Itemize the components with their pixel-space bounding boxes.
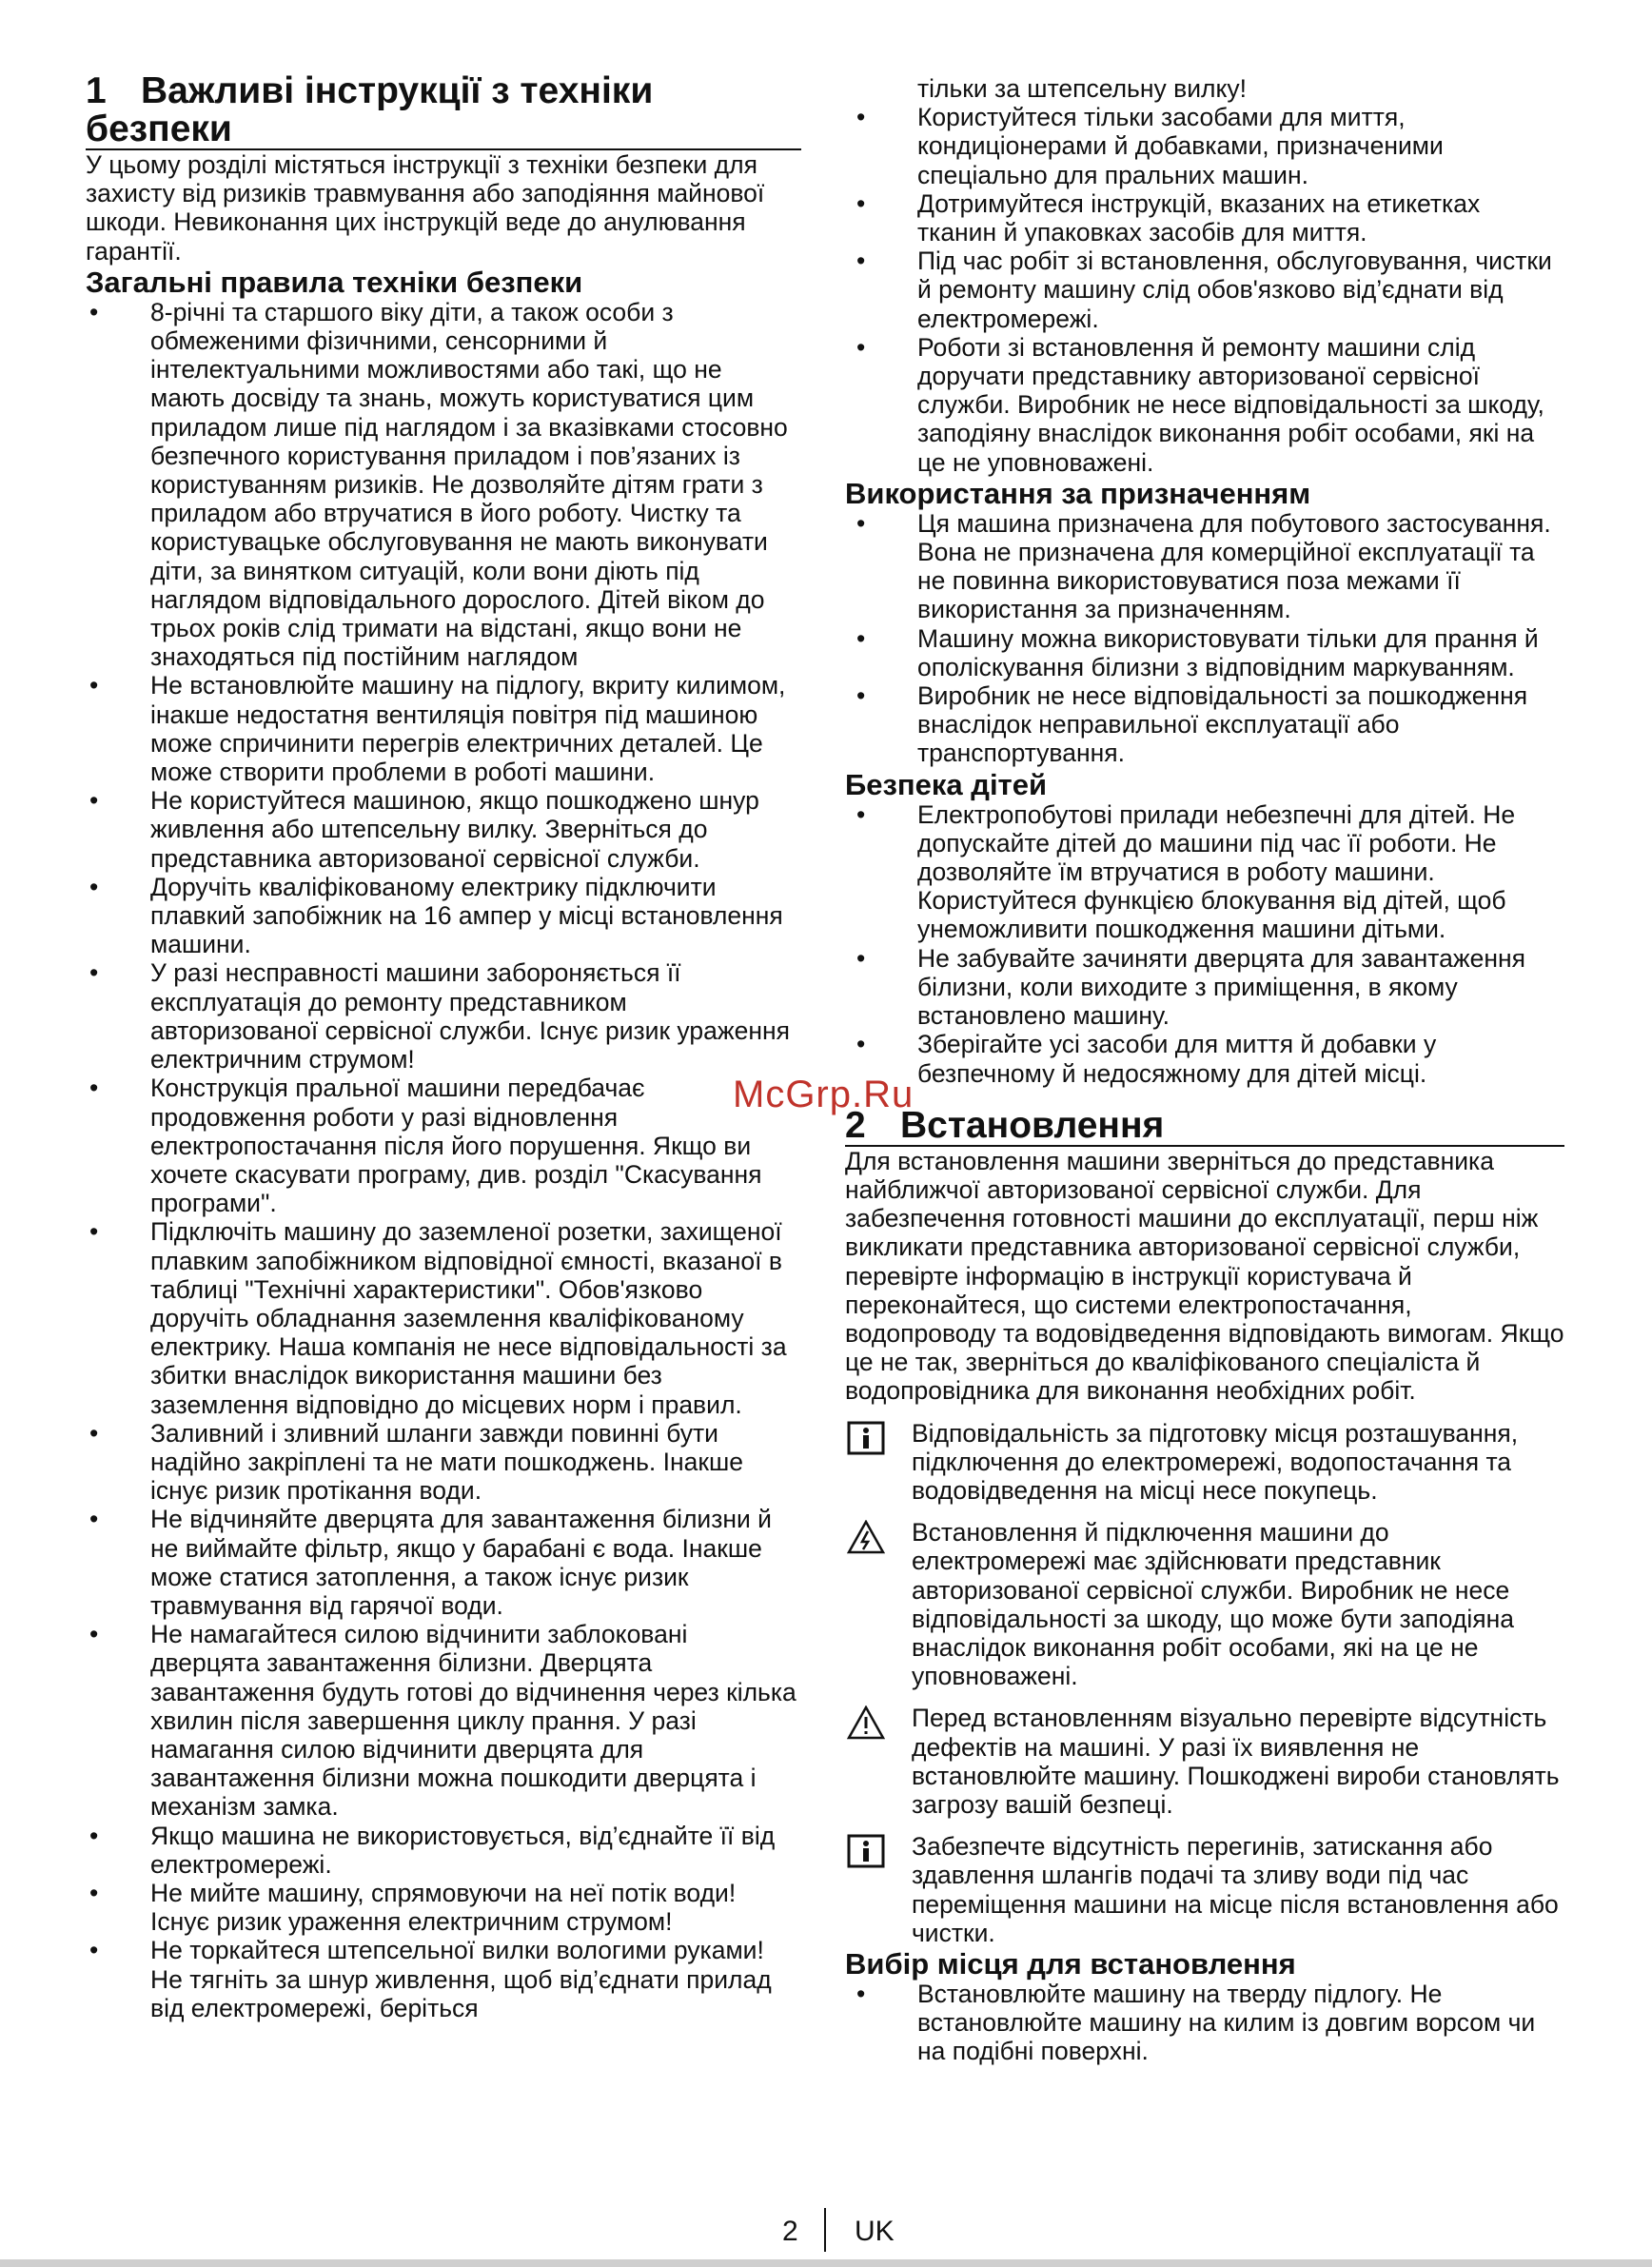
- general-safety-list-continued: [845, 103, 1564, 477]
- list-item: • Виробник не несе відповідальності за пошкодження внаслідок неправильної експлуатації або транспортування.: [845, 681, 1564, 768]
- section-2-title: [845, 1104, 1564, 1147]
- info-icon: [847, 1421, 885, 1455]
- section-1-title: [86, 72, 801, 110]
- note-text: Відповідальність за підготовку місця розташування, підключення до електромережі, водопостачання та водовідведення на місці несе покупець.: [912, 1418, 1519, 1505]
- list-item: • Роботи зі встановлення й ремонту машини слід доручати представнику авторизованої сервісної служби. Виробник не несе відповідальності за шкоду, заподіяну внаслідок виконання робіт особами, які на це не уповноважені.: [845, 333, 1564, 477]
- list-continuation: тільки за штепсельну вилку!: [917, 74, 1247, 103]
- location-heading: Вибір місця для встановлення: [845, 1946, 1296, 1981]
- location-list: [845, 1980, 1564, 2066]
- intended-use-list: [845, 509, 1564, 768]
- list-item: • У разі несправності машини забороняється її експлуатація до ремонту представником авторизованої сервісної служби. Існує ризик ураження електричним струмом!: [86, 958, 801, 1074]
- footer-divider: [824, 2208, 826, 2252]
- note-text: Забезпечте відсутність перегинів, затискання або здавлення шлангів подачі та зливу води під час переміщення машини на місце після встановлення або чистки.: [912, 1832, 1559, 1947]
- right-column: [845, 74, 1564, 2066]
- electric-warning-icon: [847, 1520, 885, 1554]
- general-safety-heading: Загальні правила техніки безпеки: [86, 265, 583, 299]
- list-item: • Конструкція пральної машини передбачає продовження роботи у разі відновлення електропостачання після його порушення. Якщо ви хочете скасувати програму, див. розділ "Скасування програми".: [86, 1074, 801, 1217]
- section-number: 1: [86, 70, 107, 111]
- note-info: [845, 1419, 1564, 1506]
- list-item: • Не мийте машину, спрямовуючи на неї потік води! Існує ризик ураження електричним струмом!: [86, 1879, 801, 1936]
- language-code: UK: [855, 2216, 895, 2247]
- list-item: • Не користуйтеся машиною, якщо пошкоджено шнур живлення або штепсельну вилку. Зверніться до представника авторизованої сервісної служби.: [86, 786, 801, 873]
- list-item: • Не забувайте зачиняти дверцята для завантаження білизни, коли виходите з приміщення, в якому встановлено машину.: [845, 944, 1564, 1031]
- list-item: • Не торкайтеся штепсельної вилки вологими руками! Не тягніть за шнур живлення, щоб від’єднати прилад від електромережі, беріться: [86, 1936, 801, 2022]
- list-item: • 8-річні та старшого віку діти, а також особи з обмеженими фізичними, сенсорними й інтелектуальними можливостями або такі, що не мають досвіду та знань, можуть користуватися цим приладом лише під наглядом і за вказівками стосовно безпечного користування приладом і пов’язаних із користуванням ризиків. Не дозволяйте дітям грати з приладом або втручатися в його роботу. Чистку та користувацьке обслуговування не мають виконувати діти, за винятком ситуацій, коли вони діють під наглядом відповідального дорослого. Дітей віком до трьох років слід тримати на відстані, якщо вони не знаходяться під постійним наглядом: [86, 298, 801, 672]
- section-2-title-text: Встановлення: [900, 1104, 1165, 1146]
- section-title-line1: Важливі інструкції з техніки: [141, 70, 654, 111]
- info-icon: [847, 1834, 885, 1868]
- list-item: • Під час робіт зі встановлення, обслуговування, чистки й ремонту машину слід обов'язково від’єднати від електромережі.: [845, 246, 1564, 333]
- list-item: • Користуйтеся тільки засобами для миття, кондиціонерами й добавками, призначеними спеціально для пральних машин.: [845, 103, 1564, 189]
- note-electric-warning: [845, 1518, 1564, 1690]
- list-item: • Доручіть кваліфікованому електрику підключити плавкий запобіжник на 16 ампер у місці встановлення машини.: [86, 873, 801, 959]
- list-item: • Машину можна використовувати тільки для прання й ополіскування білизни з відповідним маркуванням.: [845, 624, 1564, 681]
- list-item: • Встановлюйте машину на тверду підлогу. Не встановлюйте машину на килим із довгим ворсом чи на подібні поверхні.: [845, 1980, 1564, 2066]
- intended-use-heading: Використання за призначенням: [845, 476, 1311, 510]
- note-text: Встановлення й підключення машини до електромережі має здійснювати представник авторизованої сервісної служби. Виробник не несе відповідальності за шкоду, що може бути заподіяна внаслідок виконання робіт особами, які на це не уповноважені.: [912, 1518, 1515, 1691]
- list-item: • Не відчиняйте дверцята для завантаження білизни й не виймайте фільтр, якщо у барабані є вода. Інакше може статися затоплення, а також існує ризик травмування від гарячої води.: [86, 1505, 801, 1620]
- warning-icon: [847, 1705, 885, 1740]
- note-info: [845, 1832, 1564, 1947]
- list-item: • Заливний і зливний шланги завжди повинні бути надійно закріплені та не мати пошкоджень. Інакше існує ризик протікання води.: [86, 1419, 801, 1506]
- list-item: • Дотримуйтеся інструкцій, вказаних на етикетках тканин й упаковках засобів для миття.: [845, 189, 1564, 246]
- list-item: • Зберігайте усі засоби для миття й добавки у безпечному й недосяжному для дітей місці.: [845, 1030, 1564, 1087]
- list-item: • Якщо машина не використовується, від’єднайте її від електромережі.: [86, 1822, 801, 1879]
- watermark: McGrp.Ru: [733, 1074, 914, 1115]
- section-1-intro: У цьому розділі містяться інструкції з техніки безпеки для захисту від ризиків травмування або заподіяння майнової шкоди. Невиконання цих інструкцій веде до анулювання гарантії.: [86, 150, 765, 266]
- child-safety-heading: Безпека дітей: [845, 767, 1048, 801]
- list-item: • Підключіть машину до заземленої розетки, захищеної плавким запобіжником відповідної ємності, вказаної в таблиці "Технічні характеристики". Обов'язково доручіть обладнання заземлення кваліфікованому електрику. Наша компанія не несе відповідальності за збитки внаслідок використання машини без заземлення відповідно до місцевих норм і правил.: [86, 1217, 801, 1418]
- left-column: [86, 72, 801, 2022]
- section-2-intro: Для встановлення машини зверніться до представника найближчої авторизованої сервісної служби. Для забезпечення готовності машини до експлуатації, перш ніж викликати представника авторизованої сервісної служби, перевірте інформацію в інструкції користувача й переконайтеся, що системи електропостачання, водопроводу та водовідведення відповідають вимогам. Якщо це не так, зверніться до кваліфікованого спеціаліста й водопровідника для виконання необхідних робіт.: [845, 1146, 1564, 1406]
- note-warning: [845, 1704, 1564, 1819]
- bottom-band: [0, 2259, 1652, 2267]
- list-item: • Електропобутові прилади небезпечні для дітей. Не допускайте дітей до машини під час її роботи. Не дозволяйте їм втручатися в роботу машини. Користуйтеся функцією блокування від дітей, щоб унеможливити пошкодження машини дітьми.: [845, 800, 1564, 944]
- list-item: • Не намагайтеся силою відчинити заблоковані дверцята завантаження білизни. Дверцята завантаження будуть готові до відчинення через кілька хвилин після завершення циклу прання. У разі намагання силою відчинити дверцята для завантаження білизни можна пошкодити дверцята і механізм замка.: [86, 1620, 801, 1821]
- note-text: Перед встановленням візуально перевірте відсутність дефектів на машині. У разі їх виявлення не встановлюйте машину. Пошкоджені вироби становлять загрозу вашій безпеці.: [912, 1704, 1560, 1819]
- general-safety-list: [86, 298, 801, 2022]
- child-safety-list: [845, 800, 1564, 1088]
- list-item: • Не встановлюйте машину на підлогу, вкриту килимом, інакше недостатня вентиляція повітря під машиною може спричинити перегрів електричних деталей. Це може створити проблеми в роботі машини.: [86, 671, 801, 786]
- list-item: • Ця машина призначена для побутового застосування. Вона не призначена для комерційної експлуатації та не повинна використовуватися поза межами її використання за призначенням.: [845, 509, 1564, 624]
- page-number: 2: [782, 2216, 798, 2247]
- section-number: 2: [845, 1104, 866, 1146]
- section-1-title-line2: безпеки: [86, 110, 801, 150]
